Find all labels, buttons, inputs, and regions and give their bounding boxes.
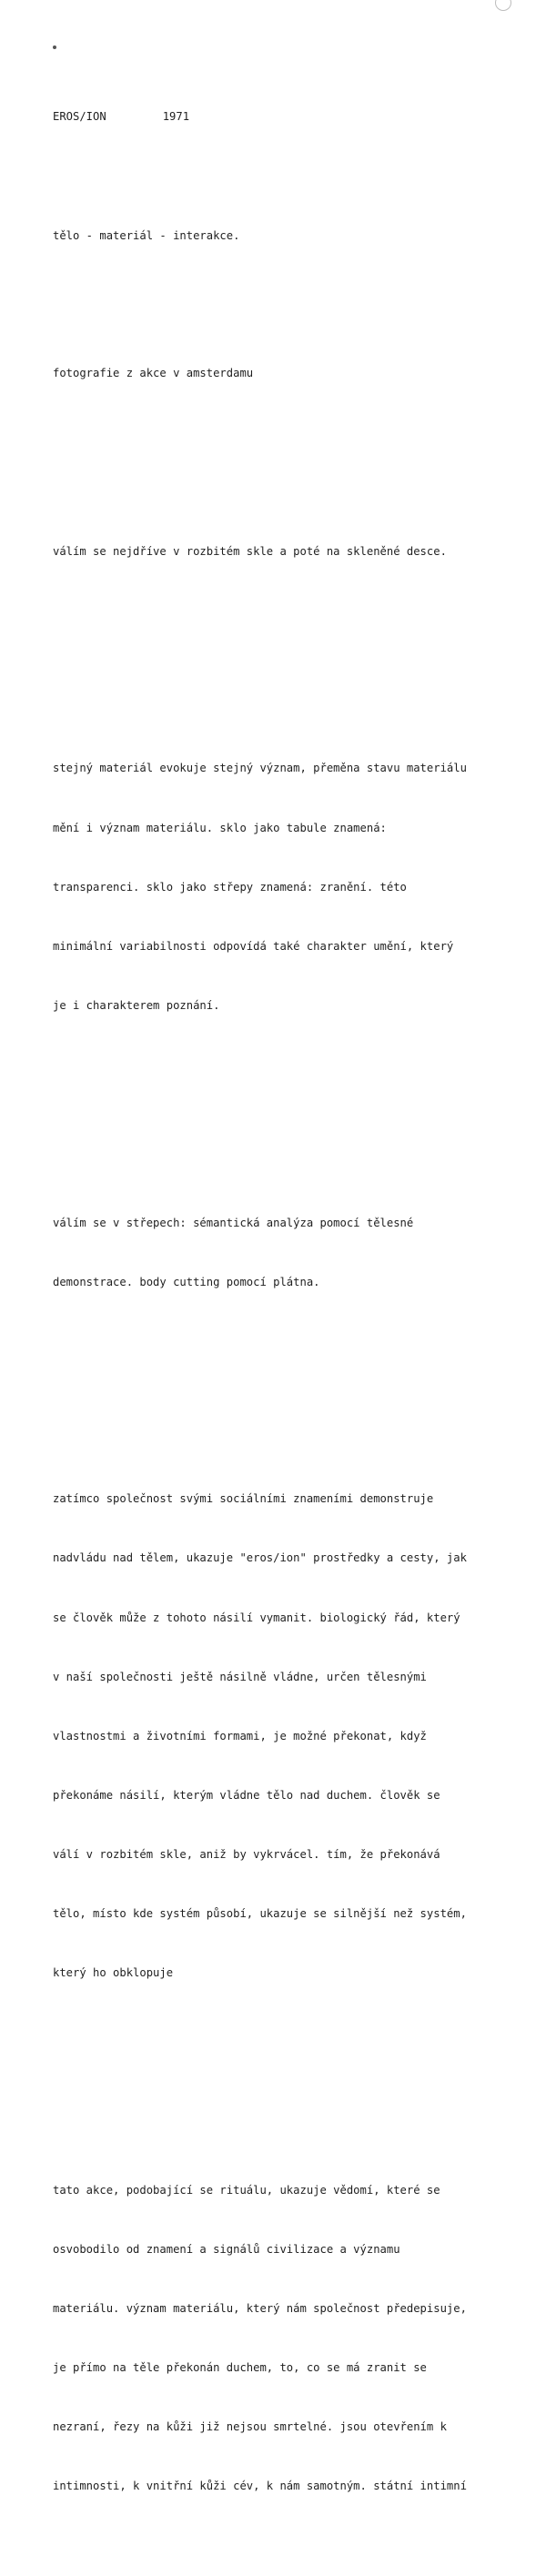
paragraph-line: nezraní, řezy na kůži již nejsou smrtelné. jsou otevřením k — [53, 2420, 447, 2434]
hole-punch-mark — [495, 0, 511, 11]
photo-caption: fotografie z akce v amsterdamu — [53, 367, 254, 380]
paragraph-line: válím se v střepech: sémantická analýza pomocí tělesné — [53, 1216, 414, 1229]
ink-dot — [53, 45, 56, 49]
header-year: 1971 — [162, 110, 190, 124]
header-title: EROS/ION — [53, 110, 106, 124]
paragraph-line: vlastnostmi a životními formami, je možné překonat, když — [53, 1729, 427, 1743]
paragraph-2 — [53, 720, 517, 1056]
paragraph-line: zatímco společnost svými sociálními znameními demonstruje — [53, 1492, 434, 1506]
paragraph-line: je přímo na těle překonán duchem, to, co se má zranit se — [53, 2361, 427, 2375]
paragraph-line: intimnosti, k vnitřní kůži cév, k nám samotným. státní intimní — [53, 2480, 467, 2493]
paragraph-line: je i charakterem poznání. — [53, 998, 220, 1012]
paragraph-line: stejný materiál evokuje stejný význam, přeměna stavu materiálu — [53, 762, 467, 775]
paragraph-line: v naší společnosti ještě násilně vládne, určen tělesnými — [53, 1670, 427, 1683]
paragraph-line: osvobodilo od znamení a signálů civilizace a významu — [53, 2242, 400, 2256]
paragraph-1 — [53, 502, 517, 601]
paragraph-line: nadvládu nad tělem, ukazuje "eros/ion" prostředky a cesty, jak — [53, 1551, 467, 1565]
paragraph-line: materiálu. význam materiálu, který nám společnost předepisuje, — [53, 2302, 467, 2315]
paragraph-4 — [53, 1450, 517, 2023]
paragraph-line: válí v rozbitém skle, aniž by vykrvácel. tím, že překonává — [53, 1847, 440, 1861]
paragraph-line: demonstrace. body cutting pomocí plátna. — [53, 1275, 320, 1288]
paragraph-line: tělo, místo kde systém působí, ukazuje se silnější než systém, — [53, 1907, 467, 1921]
paragraph-line: transparenci. sklo jako střepy znamená: zranění. této — [53, 880, 407, 894]
document-body — [53, 68, 517, 2576]
document-subtitle: tělo - materiál - interakce. — [53, 228, 240, 242]
paragraph-line: mění i význam materiálu. sklo jako tabule znamená: — [53, 821, 387, 834]
paragraph-5 — [53, 2141, 517, 2536]
document-header — [53, 107, 517, 127]
paragraph-line: válím se nejdříve v rozbitém skle a poté na skleněné desce. — [53, 544, 447, 558]
paragraph-line: tato akce, podobající se rituálu, ukazuje vědomí, které se — [53, 2183, 440, 2197]
paragraph-line: překonáme násilí, kterým vládne tělo nad duchem. člověk se — [53, 1788, 440, 1802]
paragraph-line: se člověk může z tohoto násilí vymanit. biologický řád, který — [53, 1611, 460, 1624]
paragraph-line: který ho obklopuje — [53, 1966, 174, 1980]
paragraph-line: minimální variabilnosti odpovídá také charakter umění, který — [53, 939, 454, 953]
paragraph-3 — [53, 1174, 517, 1332]
